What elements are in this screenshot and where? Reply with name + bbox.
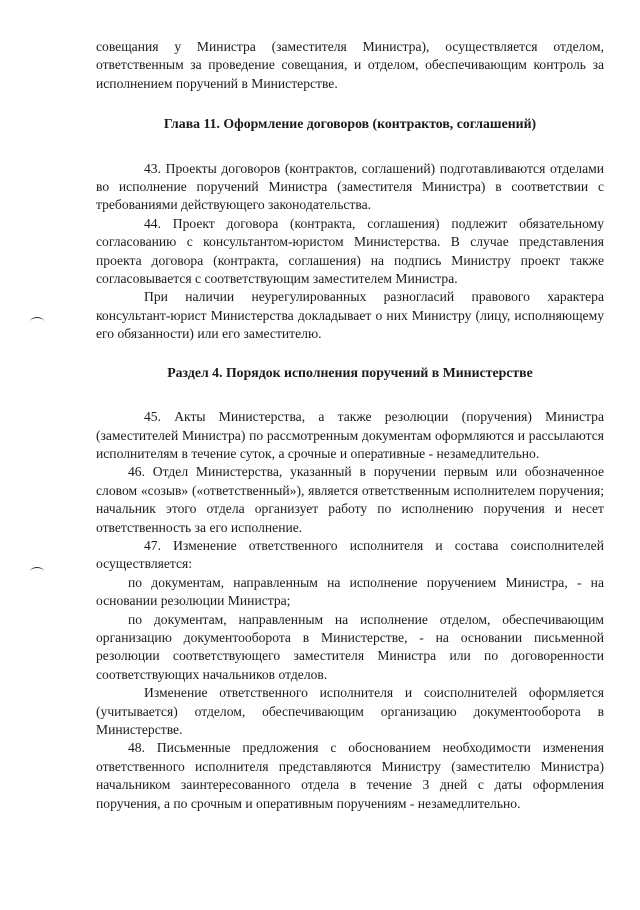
- paragraph-44-continuation: При наличии неурегулированных разногласий правового характера консультант-юрист Министерства докладывает о них Министру (лицу, исполняющему его обязанности) или его заместителю.: [96, 289, 604, 342]
- margin-mark-2: [30, 567, 44, 576]
- paragraph-47-note: Изменение ответственного исполнителя и соисполнителей оформляется (учитывается) отделом, обеспечивающим организацию документооборота в Министерстве.: [96, 685, 604, 737]
- paragraph-47-item-a: по документам, направленным на исполнение поручением Министра, - на основании резолюции Министра;: [96, 574, 604, 609]
- chapter-11-heading: Глава 11. Оформление договоров (контрактов, соглашений): [163, 116, 537, 132]
- margin-mark-1: [30, 317, 44, 326]
- paragraph-47: 47. Изменение ответственного исполнителя и состава соисполнителей осуществляется:: [96, 537, 604, 572]
- intro-paragraph: совещания у Министра (заместителя Министра), осуществляется отделом, ответственным за проведение совещания, и отделом, обеспечивающим контроль за исполнением поручений в Министерстве.: [96, 39, 604, 91]
- paragraph-43: 43. Проекты договоров (контрактов, соглашений) подготавливаются отделами во исполнение поручений Министра (заместителя Министра) в соответствии с требованиями действующего законодательства.: [96, 160, 604, 213]
- paragraph-47-item-b: по документам, направленным на исполнение отделом, обеспечивающим организацию документооборота в Министерстве, - на основании письменной резолюции соответствующего заместителя Министра или по договоренности соответствующих начальников отделов.: [96, 611, 604, 682]
- document-page: [96, 38, 604, 813]
- section-4-heading: Раздел 4. Порядок исполнения поручений в Министерстве: [167, 364, 533, 380]
- paragraph-48: 48. Письменные предложения с обоснованием необходимости изменения ответственного исполнителя представляются Министру (заместителю Министра) начальником заинтересованного отдела в течение 3 дней с даты оформления поручения, а по срочным и оперативным поручениям - незамедлительно.: [96, 740, 604, 811]
- paragraph-44: 44. Проект договора (контракта, соглашения) подлежит обязательному согласованию с консультантом-юристом Министерства. В случае представления проекта договора (контракта, соглашения) на подпись Министру проект также согласовывается с соответствующим заместителем Министра.: [96, 215, 604, 287]
- paragraph-46: 46. Отдел Министерства, указанный в поручении первым или обозначенное словом «созыв» («ответственный»), является ответственным исполнителем поручения; начальник этого отдела организует работу по исполнению поручения и несет ответственность за его исполнение.: [96, 464, 604, 535]
- paragraph-45: 45. Акты Министерства, а также резолюции (поручения) Министра (заместителей Министра) по рассмотренным документам оформляются и рассылаются исполнителям в течение суток, а срочные и оперативные - незамедлительно.: [96, 409, 604, 461]
